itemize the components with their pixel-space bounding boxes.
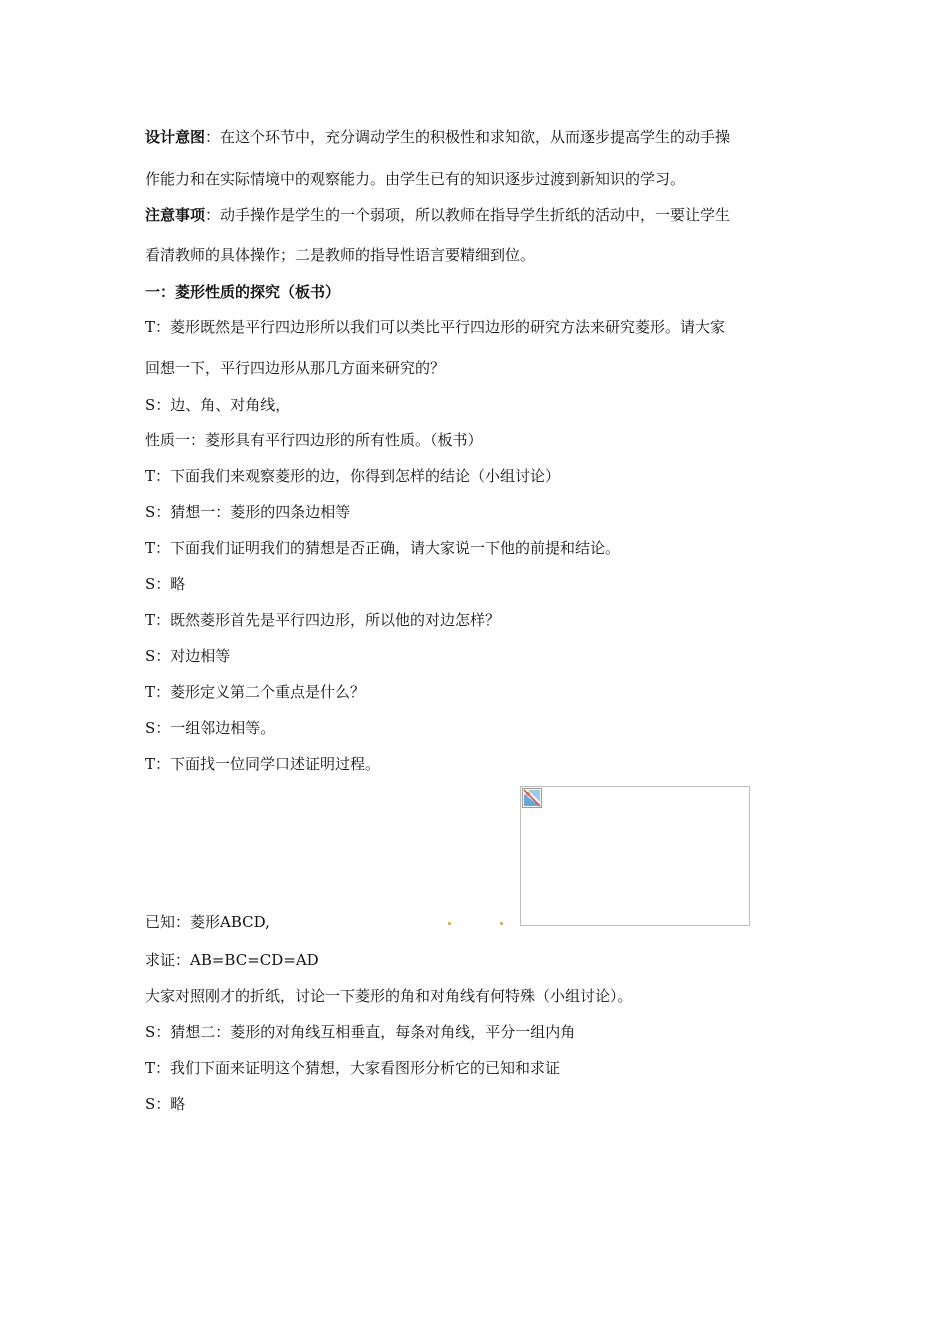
notice-label: 注意事项 [145,206,206,224]
design-intent-paragraph-line-2: 作能力和在实际情境中的观察能力。由学生已有的知识逐步过渡到新知识的学习。 [145,170,686,188]
design-intent-label: 设计意图 [145,128,206,146]
text-line-1: T：菱形既然是平行四边形所以我们可以类比平行四边形的研究方法来研究菱形。请大家 [145,318,726,336]
notice-paragraph-line-1 [145,205,730,225]
text-line-18: T：我们下面来证明这个猜想，大家看图形分析它的已知和求证 [145,1059,561,1077]
text-line-5: T：下面我们来观察菱形的边，你得到怎样的结论（小组讨论） [145,467,561,485]
text-line-prove: 求证：AB=BC=CD=AD [145,951,319,969]
stray-mark [448,922,451,925]
text-line-3: S：边、角、对角线， [145,396,291,414]
text-line-10: S：对边相等 [145,647,231,665]
text-line-11: T：菱形定义第二个重点是什么？ [145,683,366,701]
rhombus-figure-placeholder [520,786,750,926]
design-intent-paragraph-line-1 [145,127,730,147]
text-line-2: 回想一下，平行四边形从那几方面来研究的？ [145,359,446,377]
text-line-12: S：一组邻边相等。 [145,719,276,737]
text-line-6: S：猜想一：菱形的四条边相等 [145,503,351,521]
section-heading: 一：菱形性质的探究（板书） [145,283,341,301]
stray-mark [500,922,503,925]
design-intent-text: ：在这个环节中，充分调动学生的积极性和求知欲，从而逐步提高学生的动手操 [205,128,731,146]
text-line-4: 性质一：菱形具有平行四边形的所有性质。（板书） [145,431,483,449]
text-line-17: S：猜想二：菱形的对角线互相垂直，每条对角线，平分一组内角 [145,1023,576,1041]
text-line-9: T：既然菱形首先是平行四边形，所以他的对边怎样？ [145,611,501,629]
text-line-given: 已知：菱形ABCD, [145,913,270,931]
text-line-16: 大家对照刚才的折纸，讨论一下菱形的角和对角线有何特殊（小组讨论）。 [145,987,633,1005]
text-line-7: T：下面我们证明我们的猜想是否正确，请大家说一下他的前提和结论。 [145,539,621,557]
broken-image-icon [522,788,542,808]
text-line-8: S：略 [145,575,186,593]
notice-paragraph-line-2: 看清教师的具体操作；二是教师的指导性语言要精细到位。 [145,246,536,264]
text-line-13: T：下面找一位同学口述证明过程。 [145,755,381,773]
text-line-19: S：略 [145,1095,186,1113]
notice-text: ：动手操作是学生的一个弱项，所以教师在指导学生折纸的活动中，一要让学生 [205,206,731,224]
